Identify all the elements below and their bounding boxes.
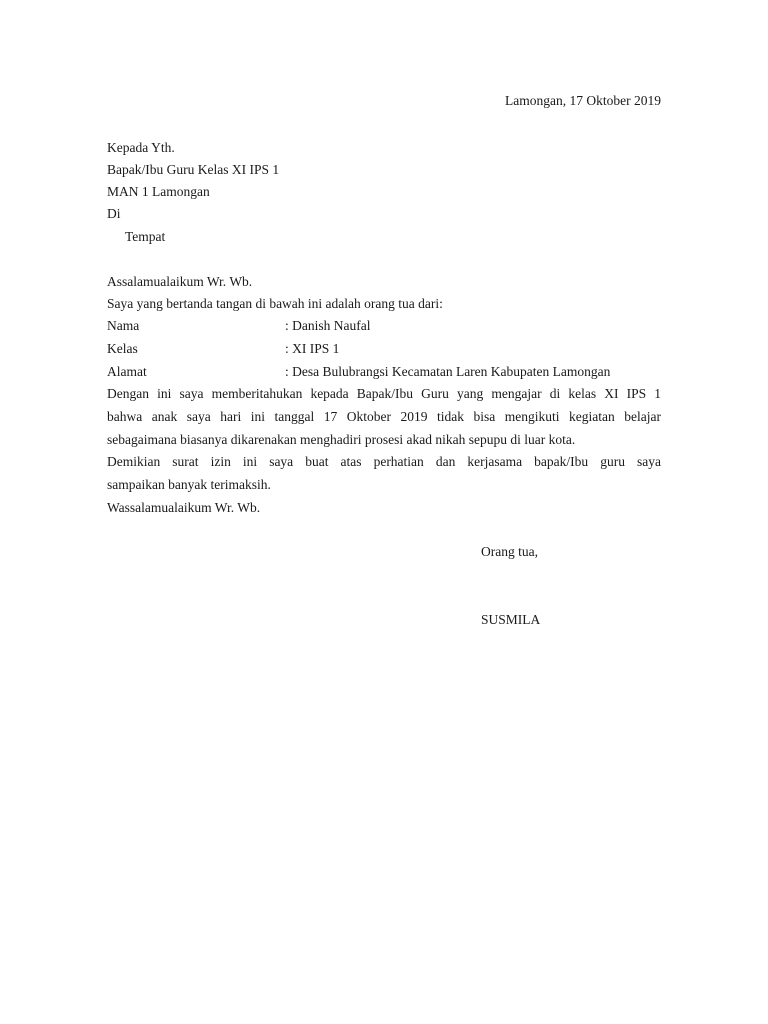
recipient-line: MAN 1 Lamongan [107,184,210,199]
date-line: Lamongan, 17 Oktober 2019 [505,93,661,108]
intro: Saya yang bertanda tangan di bawah ini adalah orang tua dari: [107,296,443,311]
field-label: Nama [107,318,140,333]
greeting: Assalamualaikum Wr. Wb. [107,274,253,289]
signature-name: SUSMILA [481,612,541,627]
recipient-line: Di [107,206,121,221]
field-value: : XI IPS 1 [285,341,340,356]
signature-title: Orang tua, [481,544,538,559]
field-label: Alamat [107,364,147,379]
field-value: : Desa Bulubrangsi Kecamatan Laren Kabupaten Lamongan [285,364,611,379]
field-value: : Danish Naufal [285,318,371,333]
field-row-alamat [107,364,661,380]
body-line: Demikian surat izin ini saya buat atas perhatian dan kerjasama bapak/Ibu guru saya [107,454,661,469]
field-row-kelas [107,341,661,357]
recipient-line: Bapak/Ibu Guru Kelas XI IPS 1 [107,162,280,177]
field-row-nama [107,318,661,334]
field-label: Kelas [107,341,138,356]
recipient-line: Kepada Yth. [107,140,175,155]
recipient-line: Tempat [125,229,166,244]
body-line: Dengan ini saya memberitahukan kepada Bapak/Ibu Guru yang mengajar di kelas XI IPS 1 [107,386,661,401]
body-line: bahwa anak saya hari ini tanggal 17 Oktober 2019 tidak bisa mengikuti kegiatan belajar [107,409,661,424]
body-line: sebagaimana biasanya dikarenakan menghadiri prosesi akad nikah sepupu di luar kota. [107,432,576,447]
body-line: sampaikan banyak terimaksih. [107,477,271,492]
closing: Wassalamualaikum Wr. Wb. [107,500,261,515]
